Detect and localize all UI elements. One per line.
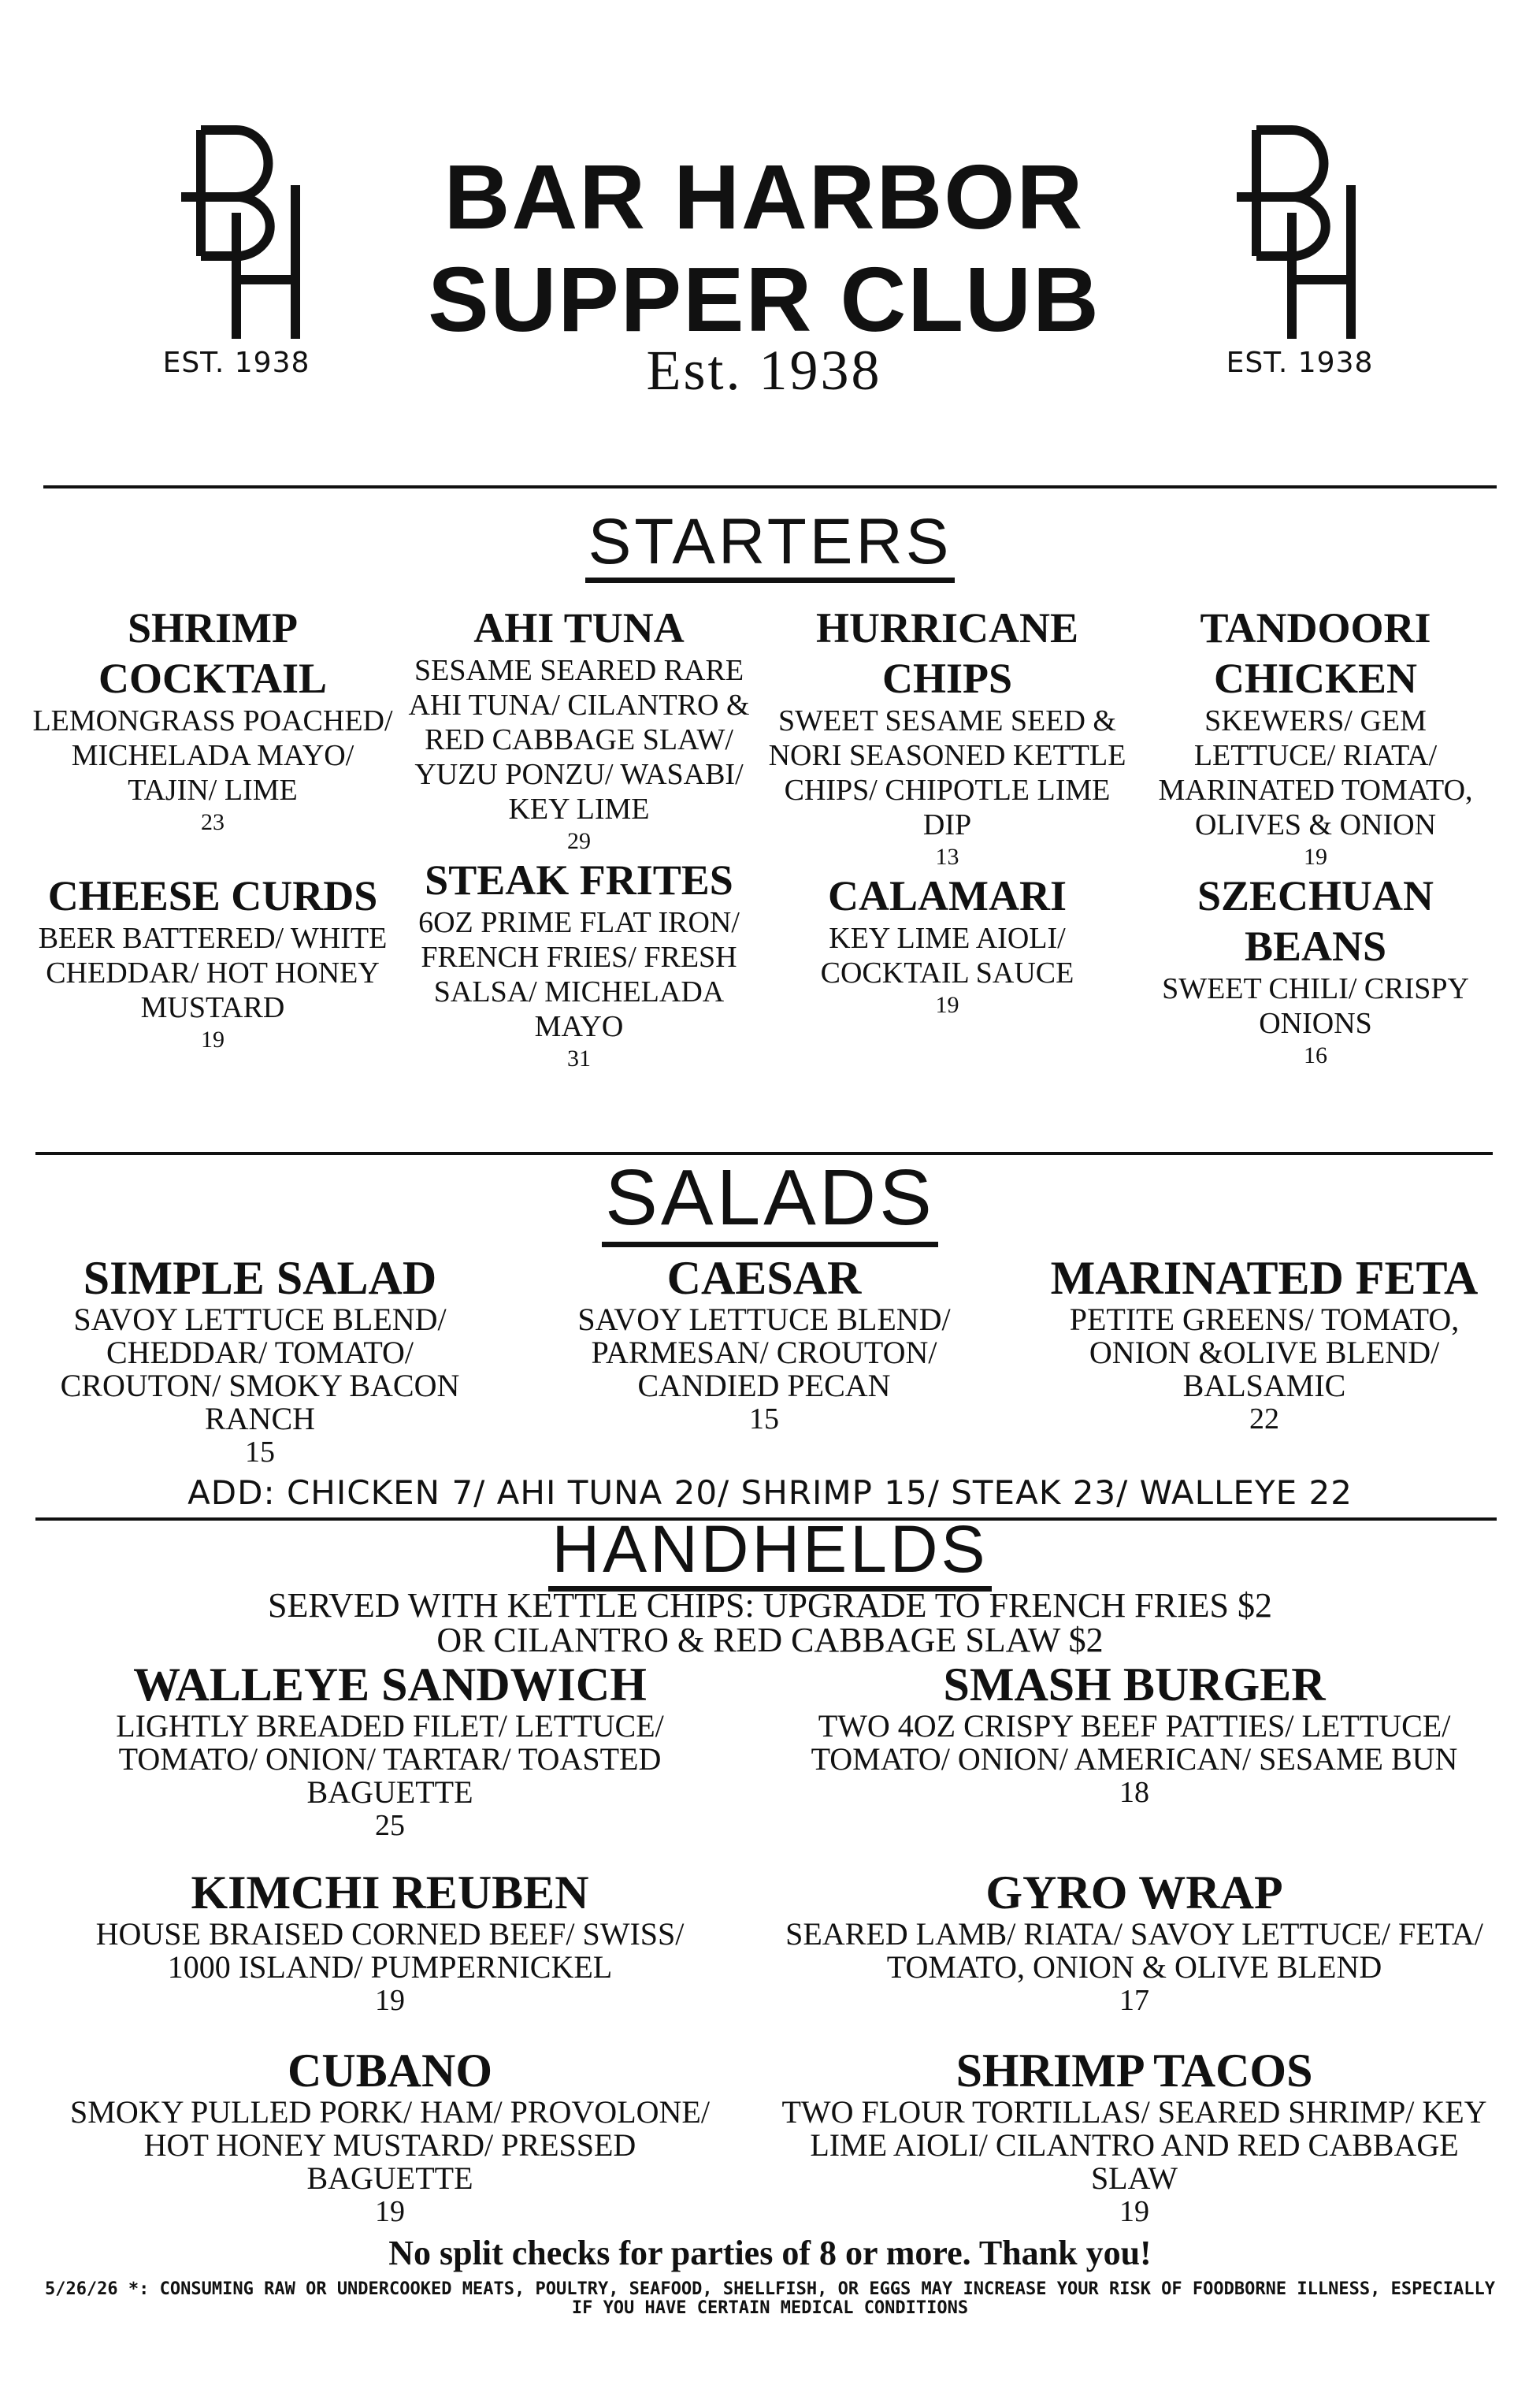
food-safety-disclaimer: 5/26/26 *: CONSUMING RAW OR UNDERCOOKED MEATS, POULTRY, SEAFOOD, SHELLFISH, OR EGGS MAY INCREASE YOUR RISK OF FOODBORNE ILLNESS, ESPECIALLY IF YOU HAVE CERTAIN MEDICAL CONDITIONS [44, 2279, 1496, 2318]
item-desc: SKEWERS/ GEM LETTUCE/ RIATA/ MARINATED TOMATO, OLIVES & ONION [1158, 704, 1473, 841]
item-desc: HOUSE BRAISED CORNED BEEF/ SWISS/ 1000 ISLAND/ PUMPERNICKEL [95, 1916, 685, 1985]
item-name: MARINATED FETA [1050, 1252, 1479, 1304]
menu-item-steak-frites [402, 855, 756, 1074]
item-name: SIMPLE SALAD [83, 1252, 437, 1304]
item-price: 13 [935, 844, 959, 870]
menu-item-ahi-tuna [402, 603, 756, 856]
item-price: 29 [567, 828, 591, 854]
item-price: 15 [749, 1402, 779, 1436]
menu-item-caesar [544, 1253, 985, 1436]
item-name: GYRO WRAP [985, 1867, 1283, 1919]
item-name: CAESAR [666, 1252, 862, 1304]
rule-starters [43, 485, 1497, 488]
menu-item-walleye-sandwich [63, 1659, 717, 1842]
item-name: WALLEYE SANDWICH [133, 1659, 647, 1711]
item-price: 19 [935, 992, 959, 1018]
item-desc: SAVOY LETTUCE BLEND/ CHEDDAR/ TOMATO/ CROUTON/ SMOKY BACON RANCH [60, 1302, 460, 1436]
item-name: SHRIMP COCKTAIL [98, 604, 328, 702]
menu-item-hurricane-chips [768, 603, 1126, 872]
section-title-starters: STARTERS [0, 504, 1540, 580]
item-price: 25 [375, 1809, 405, 1842]
item-desc: SWEET CHILI/ CRISPY ONIONS [1162, 972, 1469, 1040]
title-line-2: SUPPER CLUB [428, 248, 1100, 351]
salad-add-ons: ADD: CHICKEN 7/ AHI TUNA 20/ SHRIMP 15/ STEAK 23/ WALLEYE 22 [187, 1473, 1353, 1512]
menu-item-shrimp-cocktail [32, 603, 394, 838]
item-name: SZECHUAN BEANS [1197, 872, 1434, 970]
item-price: 19 [201, 1027, 225, 1053]
menu-item-calamari [768, 871, 1126, 1020]
item-desc: TWO 4OZ CRISPY BEEF PATTIES/ LETTUCE/ TOMATO/ ONION/ AMERICAN/ SESAME BUN [811, 1708, 1458, 1777]
logo-right-est: EST. 1938 [1226, 347, 1374, 379]
item-desc: KEY LIME AIOLI/ COCKTAIL SAUCE [820, 922, 1074, 990]
item-price: 17 [1119, 1984, 1149, 2017]
item-name: AHI TUNA [473, 604, 685, 652]
item-desc: 6OZ PRIME FLAT IRON/ FRENCH FRIES/ FRESH SALSA/ MICHELADA MAYO [418, 906, 740, 1043]
menu-item-smash-burger [780, 1659, 1489, 1809]
item-desc: PETITE GREENS/ TOMATO, ONION &OLIVE BLEND/ BALSAMIC [1069, 1302, 1460, 1403]
served-line-2: OR CILANTRO & RED CABBAGE SLAW $2 [436, 1621, 1104, 1659]
item-price: 18 [1119, 1776, 1149, 1809]
item-name: HURRICANE CHIPS [815, 604, 1079, 702]
item-desc: SMOKY PULLED PORK/ HAM/ PROVOLONE/ HOT HONEY MUSTARD/ PRESSED BAGUETTE [70, 2094, 710, 2196]
menu-item-kimchi-reuben [63, 1867, 717, 2017]
item-price: 22 [1249, 1402, 1279, 1436]
item-desc: SAVOY LETTUCE BLEND/ PARMESAN/ CROUTON/ CANDIED PECAN [577, 1302, 951, 1403]
item-price: 19 [375, 1984, 405, 2017]
item-price: 16 [1304, 1042, 1327, 1068]
bdh-logo-left [165, 118, 323, 378]
item-desc: BEER BATTERED/ WHITE CHEDDAR/ HOT HONEY MUSTARD [38, 922, 388, 1024]
bdh-logo-right [1221, 118, 1379, 378]
item-name: CALAMARI [828, 872, 1067, 919]
item-desc: SEARED LAMB/ RIATA/ SAVOY LETTUCE/ FETA/ TOMATO, ONION & OLIVE BLEND [785, 1916, 1483, 1985]
item-name: STEAK FRITES [425, 856, 733, 904]
item-name: KIMCHI REUBEN [191, 1867, 589, 1919]
menu-item-gyro-wrap [780, 1867, 1489, 2017]
title-est: Est. 1938 [646, 339, 882, 402]
split-check-note: No split checks for parties of 8 or more. Thank you! [388, 2234, 1152, 2272]
item-price: 31 [567, 1046, 591, 1072]
menu-item-szechuan-beans [1134, 871, 1497, 1071]
item-desc: LEMONGRASS POACHED/ MICHELADA MAYO/ TAJIN/ LIME [32, 704, 393, 807]
section-title-handhelds: HANDHELDS [0, 1511, 1540, 1587]
menu-item-cheese-curds [32, 871, 394, 1055]
item-desc: SESAME SEARED RARE AHI TUNA/ CILANTRO & RED CABBAGE SLAW/ YUZU PONZU/ WASABI/ KEY LIME [408, 654, 750, 826]
title-line-1: BAR HARBOR [443, 146, 1085, 248]
served-line-1: SERVED WITH KETTLE CHIPS: UPGRADE TO FRENCH FRIES $2 [267, 1586, 1272, 1625]
section-title-salads: SALADS [0, 1154, 1540, 1241]
item-name: CUBANO [287, 2045, 492, 2097]
item-price: 19 [375, 2195, 405, 2228]
menu-item-simple-salad [32, 1253, 488, 1469]
item-desc: SWEET SESAME SEED & NORI SEASONED KETTLE CHIPS/ CHIPOTLE LIME DIP [768, 704, 1126, 841]
item-name: TANDOORI CHICKEN [1200, 604, 1431, 702]
item-desc: TWO FLOUR TORTILLAS/ SEARED SHRIMP/ KEY LIME AIOLI/ CILANTRO AND RED CABBAGE SLAW [781, 2094, 1487, 2196]
menu-item-marinated-feta [1040, 1253, 1489, 1436]
served-with-note [0, 1588, 1540, 1658]
item-name: SMASH BURGER [943, 1659, 1326, 1711]
menu-item-cubano [63, 2045, 717, 2228]
item-price: 19 [1304, 844, 1327, 870]
item-name: SHRIMP TACOS [956, 2045, 1313, 2097]
item-desc: LIGHTLY BREADED FILET/ LETTUCE/ TOMATO/ ONION/ TARTAR/ TOASTED BAGUETTE [116, 1708, 664, 1810]
item-name: CHEESE CURDS [47, 872, 378, 919]
item-price: 15 [245, 1436, 275, 1469]
item-price: 19 [1119, 2195, 1149, 2228]
logo-left-est: EST. 1938 [162, 347, 310, 379]
menu-item-tandoori-chicken [1134, 603, 1497, 872]
item-price: 23 [201, 809, 225, 835]
menu-item-shrimp-tacos [780, 2045, 1489, 2228]
